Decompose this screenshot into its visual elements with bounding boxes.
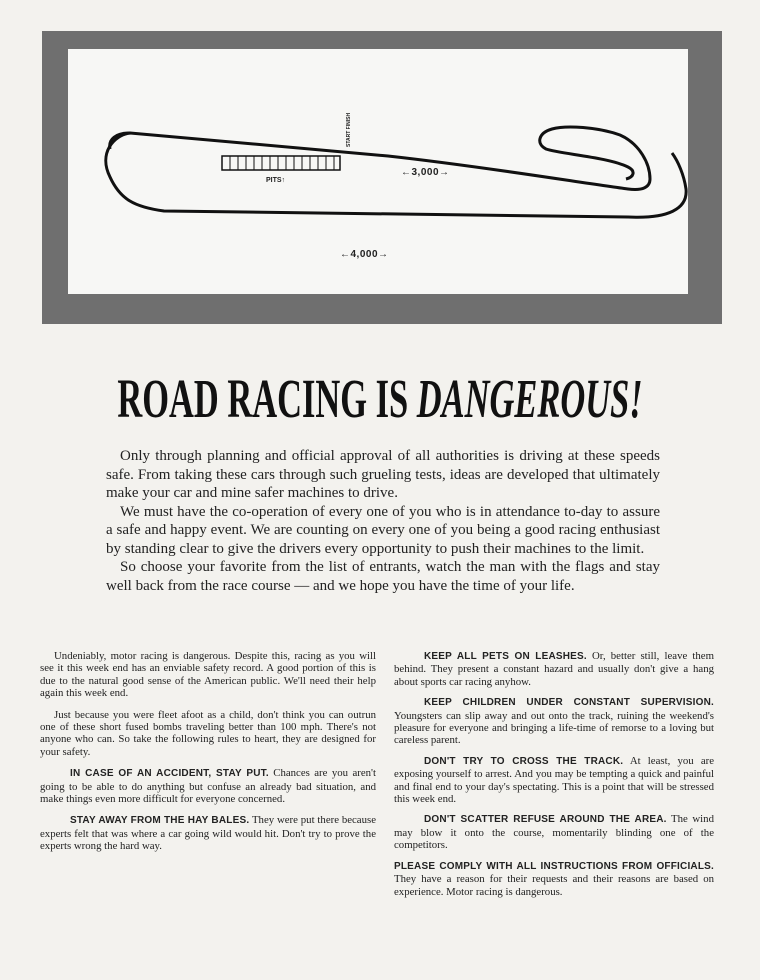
pits-structure: [222, 156, 340, 170]
distance-label-bottom: ←4,000→: [340, 249, 389, 260]
intro-paragraph-3: So choose your favorite from the list of entrants, watch the man with the flags and stay well back from the race course — and we hope you have the time of your life.: [106, 559, 660, 594]
headline-text: ROAD RACING IS: [117, 369, 417, 431]
track-map: [68, 49, 688, 294]
rule-stay-put: [40, 767, 376, 805]
intro-text: [106, 447, 660, 595]
rule-heading: DON'T SCATTER REFUSE AROUND THE AREA.: [424, 814, 667, 826]
headline: [68, 368, 691, 431]
left-column: [40, 650, 376, 862]
rule-body: They have a reason for their requests and their reasons are based on experience. Motor racing is dangerous.: [394, 873, 714, 898]
rule-heading: DON'T TRY TO CROSS THE TRACK.: [424, 755, 624, 767]
rule-pets: [394, 650, 714, 688]
rule-heading: PLEASE COMPLY WITH ALL INSTRUCTIONS FROM OFFICIALS.: [394, 860, 714, 872]
start-finish-label: START FINISH: [346, 112, 352, 147]
track-map-frame: [42, 31, 722, 324]
rule-children: [394, 696, 714, 747]
rule-body: Or, better still, leave them behind. They present a constant hazard and usually don't give a hang about sports car racing anyhow.: [394, 650, 714, 688]
rule-body: The wind may blow it onto the course, momentarily blinding one of the competitors.: [394, 813, 714, 852]
rule-heading: STAY AWAY FROM THE HAY BALES.: [70, 815, 250, 827]
rule-heading: IN CASE OF AN ACCIDENT, STAY PUT.: [70, 768, 269, 780]
rule-body: Youngsters can slip away and out onto the track, ruining the weekend's pleasure for everyone and bringing a life-time of remorse to a loving but careless parent.: [394, 709, 714, 747]
left-paragraph-2: [40, 709, 376, 759]
left-paragraph-2-text: Just because you were fleet afoot as a child, don't think you can outrun one of these short fused bombs traveling better than 100 mph. There's not anyone who can. So take the following rules to heart, they are designed for your safety.: [40, 708, 376, 758]
headline-emphasis: DANGEROUS!: [416, 369, 643, 431]
intro-paragraph-2: We must have the co-operation of every one of you who is in attendance to-day to assure a safe and happy event. We are counting on every one of you being a good racing enthusiast by standing clear to give the drivers every opportunity to push their machines to the limit.: [106, 503, 660, 557]
pits-label: PITS↑: [266, 177, 286, 184]
rule-heading: KEEP ALL PETS ON LEASHES.: [424, 651, 587, 662]
right-column: [394, 650, 714, 906]
rule-body: They were put there because experts felt that was where a car going wild would hit. Don't try to prove the experts wrong the hard way.: [40, 814, 376, 853]
rule-hay-bales: [40, 814, 376, 852]
rule-body: At least, you are exposing yourself to arrest. And you may be tempting a quick and painful and final end to your day's spectating. This is a point that will be stressed this week end.: [394, 754, 714, 806]
left-paragraph-1: [40, 650, 376, 700]
intro-paragraph-1: Only through planning and official approval of all authorities is driving at these speeds safe. From taking these cars through such grueling tests, ideas are developed that ultimately make your car and mine safer machines to drive.: [106, 448, 660, 501]
rule-officials: [394, 860, 714, 898]
rule-body: Chances are you aren't going to be able to do anything but confuse an already bad situation, and make things even more difficult for everyone concerned.: [40, 767, 376, 806]
rule-refuse: [394, 813, 714, 851]
rule-cross-track: [394, 755, 714, 806]
rule-heading: KEEP CHILDREN UNDER CONSTANT SUPERVISION.: [424, 697, 714, 709]
left-paragraph-1-text: Undeniably, motor racing is dangerous. Despite this, racing as you will see it this week end has an enviable safety record. A good portion of this is due to the natural good sense of the American public. We'll need their help again this week end.: [40, 650, 376, 700]
distance-label-top: ←3,000→: [401, 167, 450, 178]
